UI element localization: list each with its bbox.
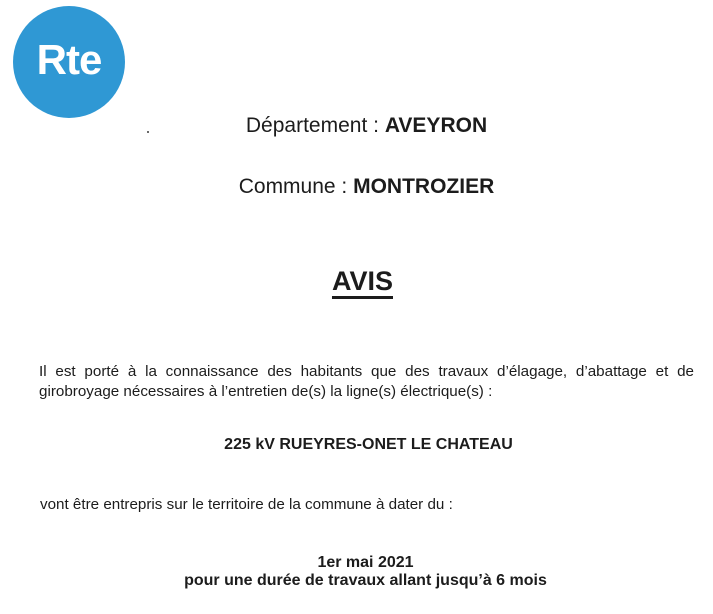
commune-label: Commune :: [238, 175, 348, 198]
departement-heading: [10, 114, 713, 138]
intro-line-1: Il est porté à la connaissance des habitants que des travaux d’élagage, d’abattage et de: [39, 363, 694, 380]
rte-logo: [13, 6, 125, 118]
rte-logo-text: Rte: [36, 36, 102, 83]
start-statement: vont être entrepris sur le territoire de la commune à dater du :: [40, 496, 453, 513]
notice-title: [6, 266, 713, 297]
start-date: 1er mai 2021: [317, 554, 414, 571]
departement-label: Département :: [245, 114, 379, 137]
intro-line-2: girobroyage nécessaires à l’entretien de(s) la ligne(s) électrique(s) :: [39, 383, 493, 400]
commune-heading: [10, 175, 713, 199]
power-line-name: 225 kV RUEYRES-ONET LE CHATEAU: [224, 436, 513, 453]
commune-value: MONTROZIER: [353, 175, 495, 198]
notice-title-text: AVIS: [331, 266, 393, 296]
intro-paragraph: [39, 362, 694, 402]
work-duration: pour une durée de travaux allant jusqu’à 6 mois: [184, 572, 547, 589]
departement-value: AVEYRON: [384, 114, 488, 137]
